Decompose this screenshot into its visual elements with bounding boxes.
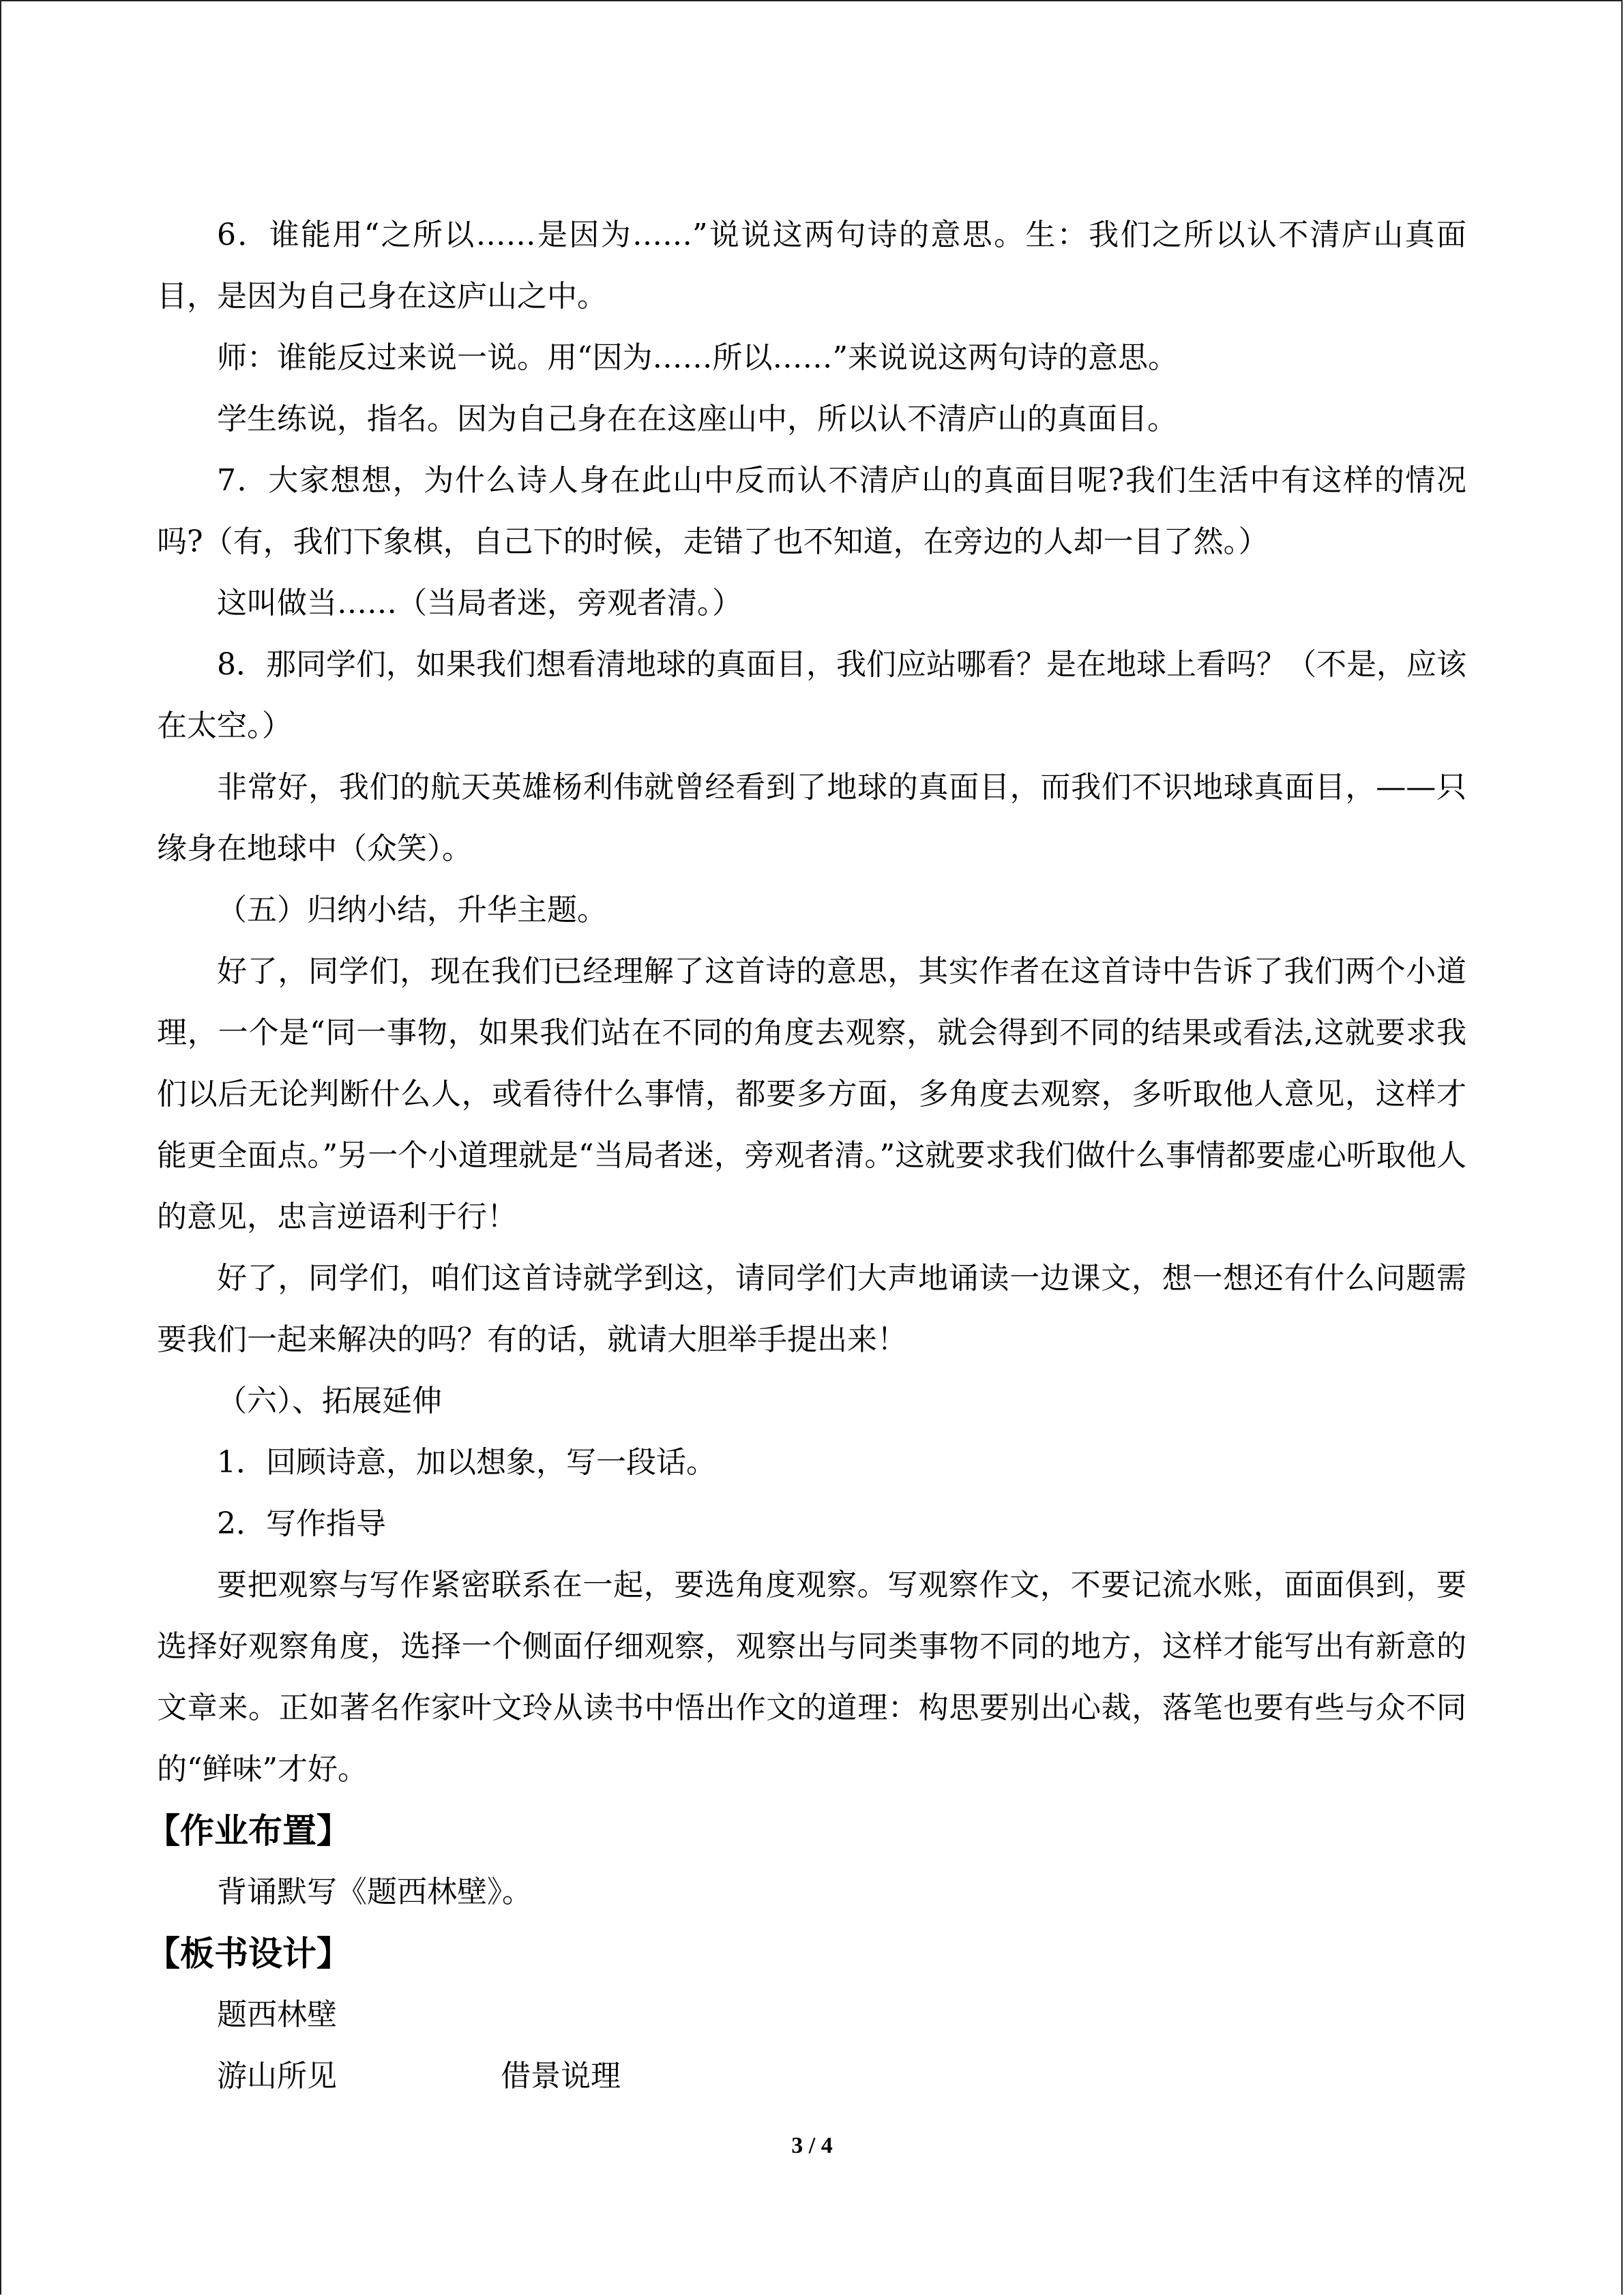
paragraph: 好了，同学们，咱们这首诗就学到这，请同学们大声地诵读一边课文，想一想还有什么问题需要我们一起来解决的吗？有的话，就请大胆举手提出来！ — [157, 1261, 1466, 1357]
board-design-left: 游山所见 — [217, 2059, 337, 2093]
board-design-row — [157, 2046, 1466, 2107]
board-design-right: 借景说理 — [501, 2059, 621, 2093]
paragraph: 要把观察与写作紧密联系在一起，要选角度观察。写观察作文，不要记流水账，面面俱到，要选择好观察角度，选择一个侧面仔细观察，观察出与同类事物不同的地方，这样才能写出有新意的文章来。正如著名作家叶文玲从读书中悟出作文的道理：构思要别出心裁，落笔也要有些与众不同的“鲜味”才好。 — [157, 1568, 1466, 1787]
paragraph: 7．大家想想，为什么诗人身在此山中反而认不清庐山的真面目呢?我们生活中有这样的情况吗?（有，我们下象棋，自己下的时候，走错了也不知道，在旁边的人却一目了然。） — [157, 463, 1466, 559]
section-title: （六）、拓展延伸 — [217, 1384, 442, 1418]
document-body — [146, 205, 1466, 2107]
paragraph: 学生练说，指名。因为自己身在在这座山中，所以认不清庐山的真面目。 — [217, 402, 1177, 436]
paragraph: 8．那同学们，如果我们想看清地球的真面目，我们应站哪看？是在地球上看吗？（不是，应该在太空。） — [157, 647, 1466, 743]
section-title: （五）归纳小结，升华主题。 — [217, 893, 607, 927]
list-item: 1．回顾诗意，加以想象，写一段话。 — [217, 1445, 716, 1480]
paragraph: 师：谁能反过来说一说。用“因为……所以……”来说说这两句诗的意思。 — [217, 340, 1178, 375]
board-design-heading: 【板书设计】 — [146, 1934, 351, 1973]
page-number: 3 / 4 — [791, 2133, 833, 2158]
paragraph: 好了，同学们，现在我们已经理解了这首诗的意思，其实作者在这首诗中告诉了我们两个小道理，一个是“同一事物，如果我们站在不同的角度去观察，就会得到不同的结果或看法,这就要求我们以后无论判断什么人，或看待什么事情，都要多方面，多角度去观察，多听取他人意见，这样才能更全面点。”另一个小道理就是“当局者迷，旁观者清。”这就要求我们做什么事情都要虚心听取他人的意见，忠言逆语利于行！ — [157, 954, 1466, 1234]
paragraph: 这叫做当……（当局者迷，旁观者清。） — [217, 586, 742, 621]
list-item: 2．写作指导 — [217, 1506, 386, 1541]
board-design-title: 题西林壁 — [217, 1997, 337, 2032]
homework-text: 背诵默写《题西林壁》。 — [217, 1875, 532, 1909]
homework-heading: 【作业布置】 — [146, 1811, 351, 1851]
paragraph: 非常好，我们的航天英雄杨利伟就曾经看到了地球的真面目，而我们不识地球真面目，——只缘身在地球中（众笑）。 — [157, 770, 1466, 866]
paragraph: 6．谁能用“之所以……是因为……”说说这两句诗的意思。生：我们之所以认不清庐山真面目，是因为自己身在这庐山之中。 — [157, 218, 1466, 314]
